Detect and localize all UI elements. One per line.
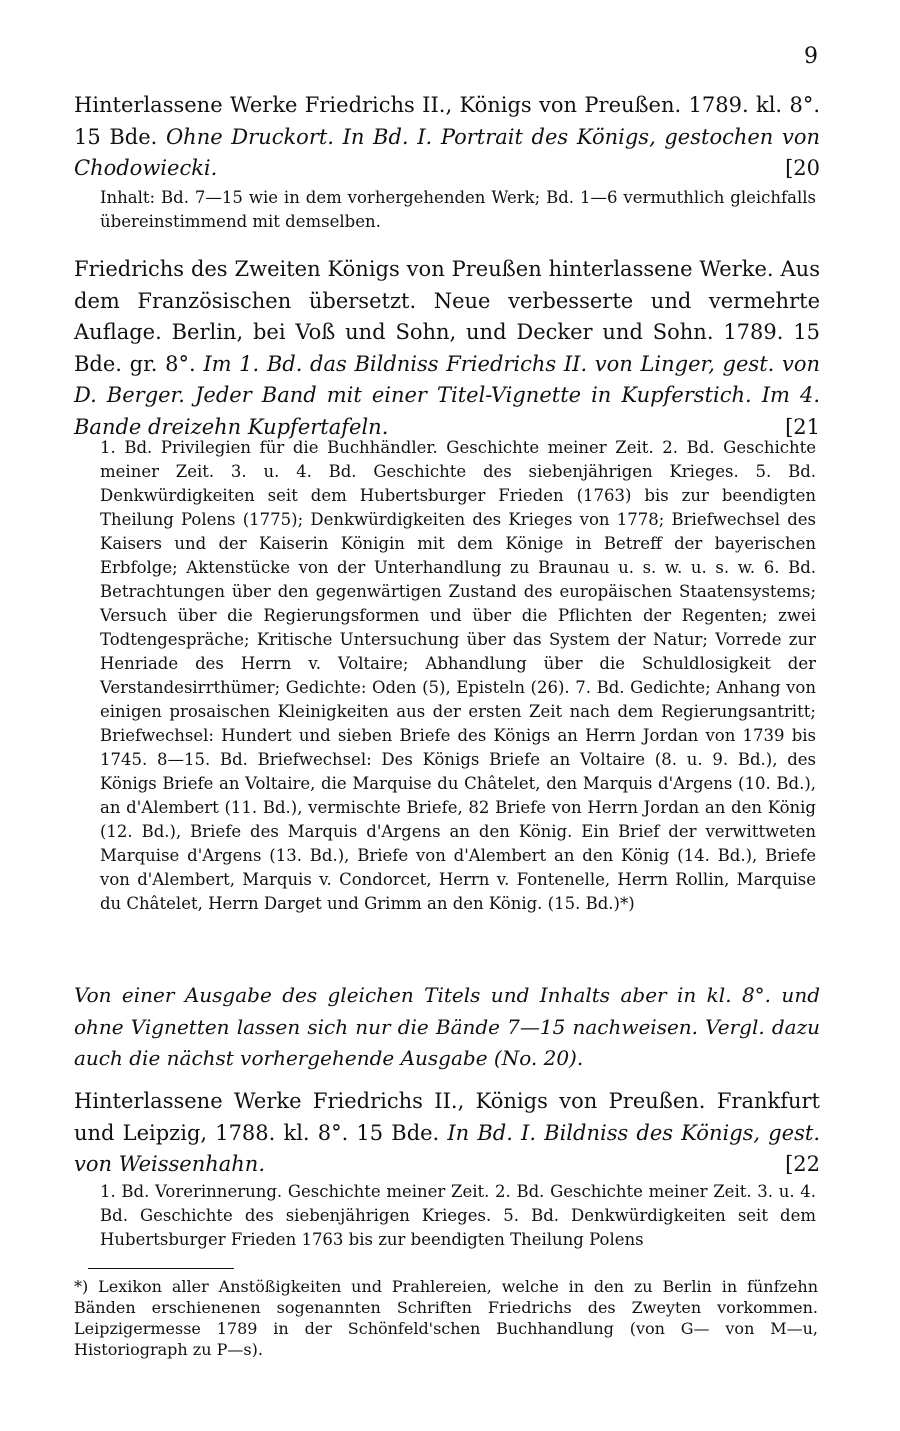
entry-20-number: [20	[785, 156, 820, 180]
entry-22-title-text: Hinterlassene Werke Friedrichs II., Königs von Preußen. Frankfurt und Leipzig, 1788. kl. 8°. 15 Bde.	[74, 1089, 820, 1145]
entry-20-content: Inhalt: Bd. 7—15 wie in dem vorhergehenden Werk; Bd. 1—6 vermuthlich gleichfalls übereinstimmend mit demselben.	[100, 188, 816, 231]
page-number: 9	[804, 44, 818, 69]
entry-20-title-italic: Ohne Druckort. In Bd. I. Portrait des Königs, gestochen von Chodowiecki.	[74, 124, 820, 180]
entry-21-number: [21	[785, 414, 820, 439]
entry-22-content: 1. Bd. Vorerinnerung. Geschichte meiner Zeit. 2. Bd. Geschichte meiner Zeit. 3. u. 4. Bd. Geschichte des siebenjährigen Krieges. 5. Bd. Denkwürdigkeiten seit dem Hubertsburger Frieden 1763 bis zur beendigten Theilung Polens	[100, 1182, 816, 1249]
entry-20-title-text: Hinterlassene Werke Friedrichs II., Königs von Preußen. 1789. kl. 8°. 15 Bde.	[74, 93, 820, 149]
entry-21-content: 1. Bd. Privilegien für die Buchhändler. Geschichte meiner Zeit. 2. Bd. Geschichte meiner Zeit. 3. u. 4. Bd. Geschichte des siebenjährigen Krieges. 5. Bd. Denkwürdigkeiten seit dem Hubertsburger Frieden (1763) bis zur beendigten Theilung Polens (1775); Denkwürdigkeiten des Krieges von 1778; Briefwechsel des Kaisers und der Kaiserin Königin mit dem Könige in Betreff der bayerischen Erbfolge; Aktenstücke von der Unterhandlung zu Braunau u. s. w. u. s. w. 6. Bd. Betrachtungen über den gegenwärtigen Zustand des europäischen Staatensystems; Versuch über die Regierungsformen und über die Pflichten der Regenten; zwei Todtengespräche; Kritische Untersuchung über das System der Natur; Vorrede zur Henriade des Herrn v. Voltaire; Abhandlung über die Schuldlosigkeit der Verstandesirrthümer; Gedichte: Oden (5), Episteln (26). 7. Bd. Gedichte; Anhang von einigen prosaischen Kleinigkeiten aus der ersten Zeit nach dem Regierungsantritt; Briefwechsel: Hundert und sieben Briefe des Königs an Herrn Jordan von 1739 bis 1745. 8—15. Bd. Briefwechsel: Des Königs Briefe an Voltaire (8. u. 9. Bd.), des Königs Briefe an Voltaire, die Marquise du Châtelet, den Marquis d'Argens (10. Bd.), an d'Alembert (11. Bd.), vermischte Briefe, 82 Briefe von Herrn Jordan an den König (12. Bd.), Briefe des Marquis d'Argens an den König. Ein Brief der verwittweten Marquise d'Argens (13. Bd.), Briefe von d'Alembert an den König (14. Bd.), Briefe von d'Alembert, Marquis v. Condorcet, Herrn v. Fontenelle, Herrn Rollin, Marquise du Châtelet, Herrn Darget und Grimm an den König. (15. Bd.)*)	[100, 438, 816, 913]
entry-22-title	[74, 1086, 820, 1181]
entry-22-number: [22	[785, 1152, 820, 1176]
entry-20-title	[74, 90, 820, 185]
entry-21-title	[74, 254, 820, 443]
entry-21-note: Von einer Ausgabe des gleichen Titels und Inhalts aber in kl. 8°. und ohne Vignetten lassen sich nur die Bände 7—15 nachweisen. Vergl. dazu auch die nächst vorhergehende Ausgabe (No. 20).	[74, 983, 820, 1070]
entry-22-title-italic: In Bd. I. Bildniss des Königs, gest. von Weissenhahn.	[74, 1120, 820, 1176]
footnote: *) Lexikon aller Anstößigkeiten und Prahlereien, welche in den zu Berlin in fünfzehn Bänden erschienenen sogenannten Schriften Friedrichs des Zweyten vorkommen. Leipzigermesse 1789 in der Schönfeld'schen Buchhandlung (von G— von M—u, Historiograph zu P—s).	[74, 1277, 818, 1359]
entry-21-title-text: Friedrichs des Zweiten Königs von Preußen hinterlassene Werke. Aus dem Französischen übersetzt. Neue verbesserte und vermehrte Auflage. Berlin, bei Voß und Sohn, und Decker und Sohn. 1789. 15 Bde. gr. 8°.	[74, 257, 820, 376]
footnote-separator	[88, 1268, 234, 1269]
entry-21-title-italic: Im 1. Bd. das Bildniss Friedrichs II. von Linger, gest. von D. Berger. Jeder Band mit einer Titel-Vignette in Kupferstich. Im 4. Bande dreizehn Kupfertafeln.	[74, 351, 820, 439]
